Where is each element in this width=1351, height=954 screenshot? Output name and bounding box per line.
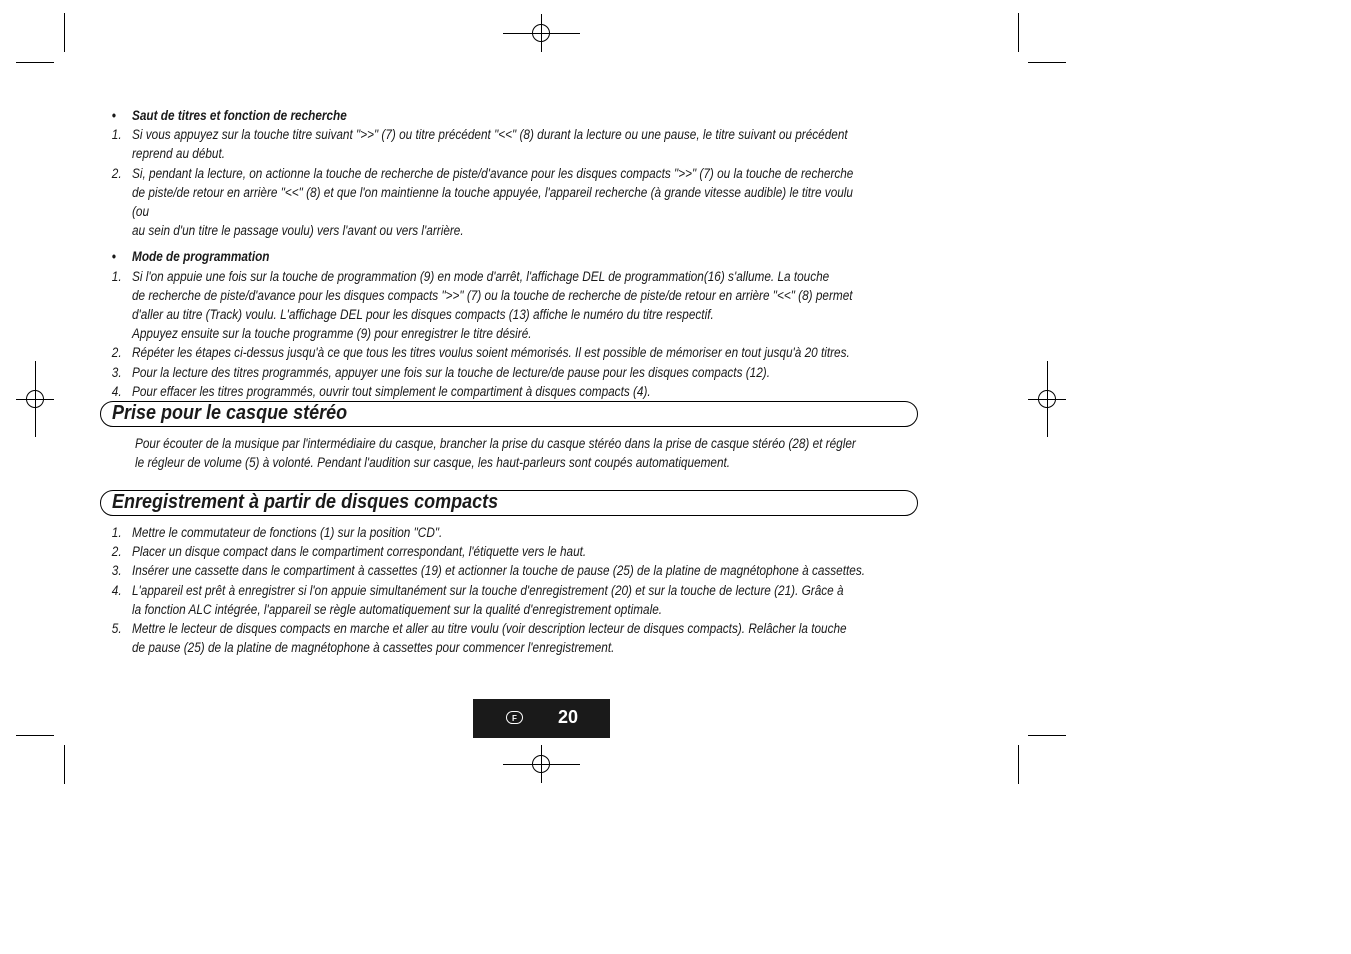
list-item: 1. Mettre le commutateur de fonctions (1) sur la position "CD". (111, 525, 443, 540)
list-item: 4. L'appareil est prêt à enregistrer si l'on appuie simultanément sur la touche d'enregistrement (20) et sur la touche de lecture (21). Grâce à la fonction ALC intégrée, l'appareil se règle automatiquement sur la qualité d'enregistrement optimale. (111, 582, 844, 617)
list-item: 5. Mettre le lecteur de disques compacts en marche et aller au titre voulu (voir description lecteur de disques compacts). Relâcher la touche de pause (25) de la platine de magnétophone à cassettes pour commencer l'enregistrement. (111, 621, 847, 656)
search-heading: • Saut de titres et fonction de recherche (111, 108, 347, 123)
page-footer (473, 699, 610, 738)
record-section-title: Enregistrement à partir de disques compacts (112, 491, 499, 513)
list-item: 2. Si, pendant la lecture, on actionne la touche de recherche de piste/d'avance pour les disques compacts ">>" (7) ou la touche de recherche de piste/de retour en arrière "<<" (8) et que l'on maintienne la touche appuyée, l'appareil recherche (à grande vitesse audible) le titre voulu (ou au sein d'un titre le passage voulu) vers l'avant ou vers l'arrière. (111, 165, 854, 239)
list-item: 3. Pour la lecture des titres programmés, appuyer une fois sur la touche de lecture/de pause pour les disques compacts (12). (111, 364, 770, 380)
upper-content (110, 106, 867, 401)
language-badge: F (506, 711, 523, 724)
list-item: 1. Si l'on appuie une fois sur la touche de programmation (9) en mode d'arrêt, l'affichage DEL de programmation(16) s'allume. La touche de recherche de piste/d'avance pour les disques compacts ">>" (7) ou la touche de recherche de piste/de retour en arrière "<<" (8) permet d'aller au titre (Track) voulu. L'affichage DEL pour les disques compacts (13) affiche le numéro du titre respectif. Appuyez ensuite sur la touche programme (9) pour enregistrer le titre désiré. (111, 268, 853, 342)
list-item: 2. Répéter les étapes ci-dessus jusqu'à ce que tous les titres voulus soient mémorisés. Il est possible de mémoriser en tout jusqu'à 20 titres. (111, 345, 850, 361)
record-list (110, 523, 867, 657)
headphone-section-title: Prise pour le casque stéréo (112, 402, 348, 424)
program-heading: • Mode de programmation (111, 249, 270, 265)
list-item: 1. Si vous appuyez sur la touche titre suivant ">>" (7) ou titre précédent "<<" (8) durant la lecture ou une pause, le titre suivant ou précédent reprend au début. (111, 127, 848, 162)
headphone-paragraph: Pour écouter de la musique par l'intermédiaire du casque, brancher la prise du casque stéréo dans la prise de casque stéréo (28) et régler le régleur de volume (5) à volonté. Pendant l'audition sur casque, les haut-parleurs sont coupés automatiquement. (135, 436, 856, 471)
page-number: 20 (558, 707, 579, 727)
list-item: 2. Placer un disque compact dans le compartiment correspondant, l'étiquette vers le haut. (111, 544, 587, 560)
list-item: 3. Insérer une cassette dans le compartiment à cassettes (19) et actionner la touche de pause (25) de la platine de magnétophone à cassettes. (111, 563, 865, 579)
list-item: 4. Pour effacer les titres programmés, ouvrir tout simplement le compartiment à disques compacts (4). (111, 383, 651, 399)
